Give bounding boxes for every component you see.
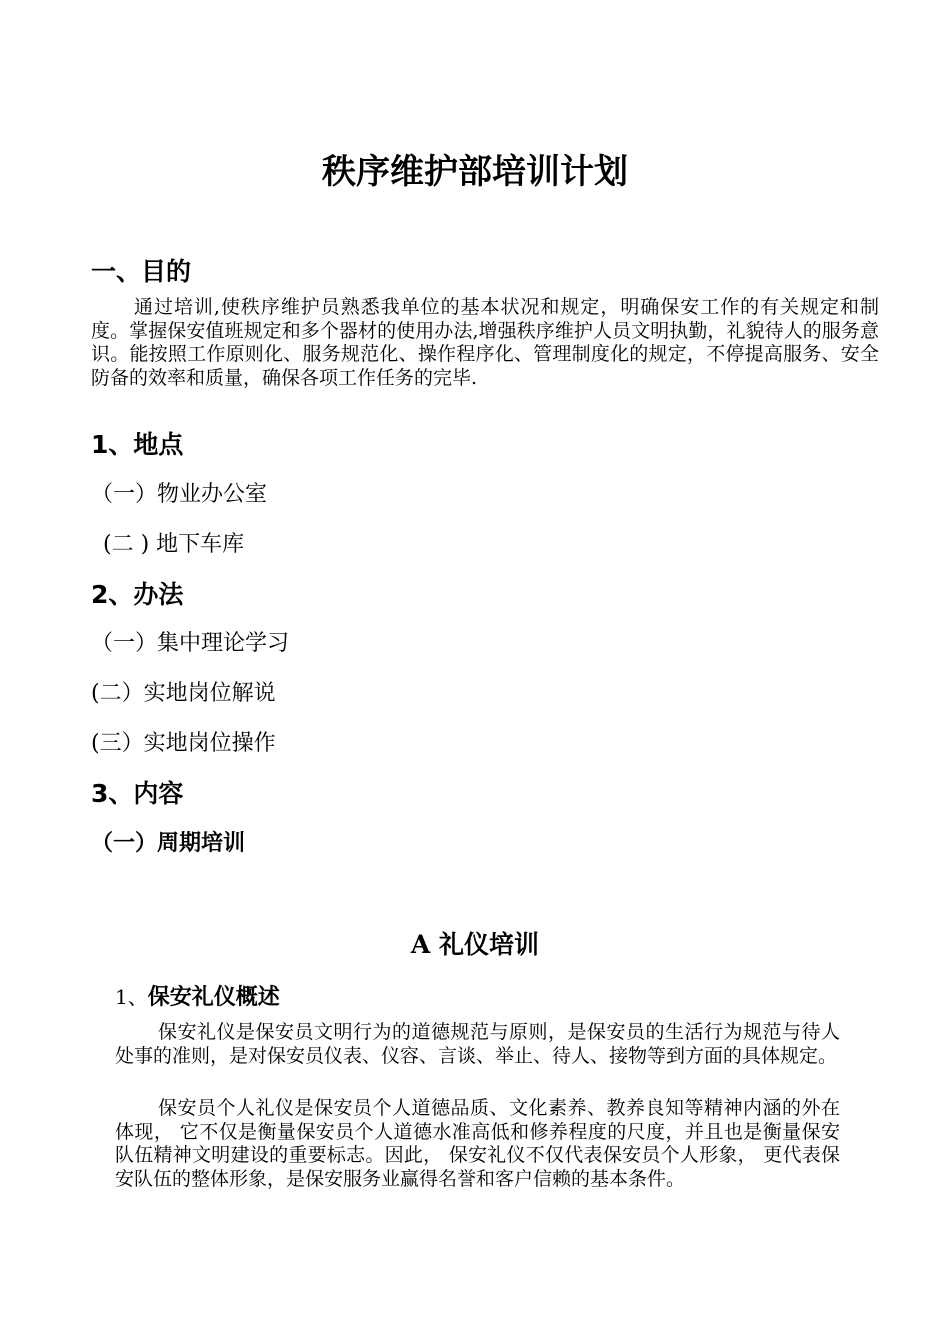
content-sub-periodic: （一）周期培训 bbox=[91, 831, 246, 856]
section-heading-location: 1、地点 bbox=[91, 430, 184, 459]
etiquette-paragraph-1: 保安礼仪是保安员文明行为的道德规范与原则，是保安员的生活行为规范与待人处事的准则，是对保安员仪表、仪容、言谈、举止、待人、接物等到方面的具体规定。 bbox=[115, 1021, 840, 1067]
location-item-office: （一）物业办公室 bbox=[91, 482, 268, 507]
location-item-garage: (二 ) 地下车库 bbox=[103, 532, 245, 557]
section-heading-method: 2、办法 bbox=[91, 580, 184, 609]
etiquette-sub-title: 保安礼仪概述 bbox=[147, 985, 280, 1010]
method-item-operate: (三）实地岗位操作 bbox=[91, 731, 276, 756]
etiquette-sub-number: 1、 bbox=[115, 985, 148, 1009]
etiquette-subheading bbox=[115, 982, 280, 1013]
section-a-letter: A bbox=[410, 930, 431, 959]
purpose-paragraph: 通过培训,使秩序维护员熟悉我单位的基本状况和规定，明确保安工作的有关规定和制度。掌握保安值班规定和多个器材的使用办法,增强秩序维护人员文明执勤，礼貌待人的服务意识。能按照工作原则化、服务规范化、操作程序化、管理制度化的规定，不停提高服务、安全防备的效率和质量，确保各项工作任务的完毕. bbox=[91, 296, 879, 389]
section-a-title: 礼仪培训 bbox=[439, 930, 540, 959]
section-heading-purpose: 一、目的 bbox=[91, 257, 192, 286]
section-heading-content: 3、内容 bbox=[91, 779, 184, 808]
method-item-theory: （一）集中理论学习 bbox=[91, 631, 290, 656]
page-title: 秩序维护部培训计划 bbox=[322, 152, 628, 192]
section-a-heading bbox=[0, 928, 950, 962]
etiquette-paragraph-2: 保安员个人礼仪是保安员个人道德品质、文化素养、教养良知等精神内涵的外在体现， 它不仅是衡量保安员个人道德水准高低和修养程度的尺度，并且也是衡量保安队伍精神文明建设的重要标志。因此， 保安礼仪不仅代表保安员个人形象， 更代表保安队伍的整体形象，是保安服务业赢得名誉和客户信赖的基本条件。 bbox=[115, 1097, 840, 1190]
method-item-explain: (二）实地岗位解说 bbox=[91, 681, 276, 706]
